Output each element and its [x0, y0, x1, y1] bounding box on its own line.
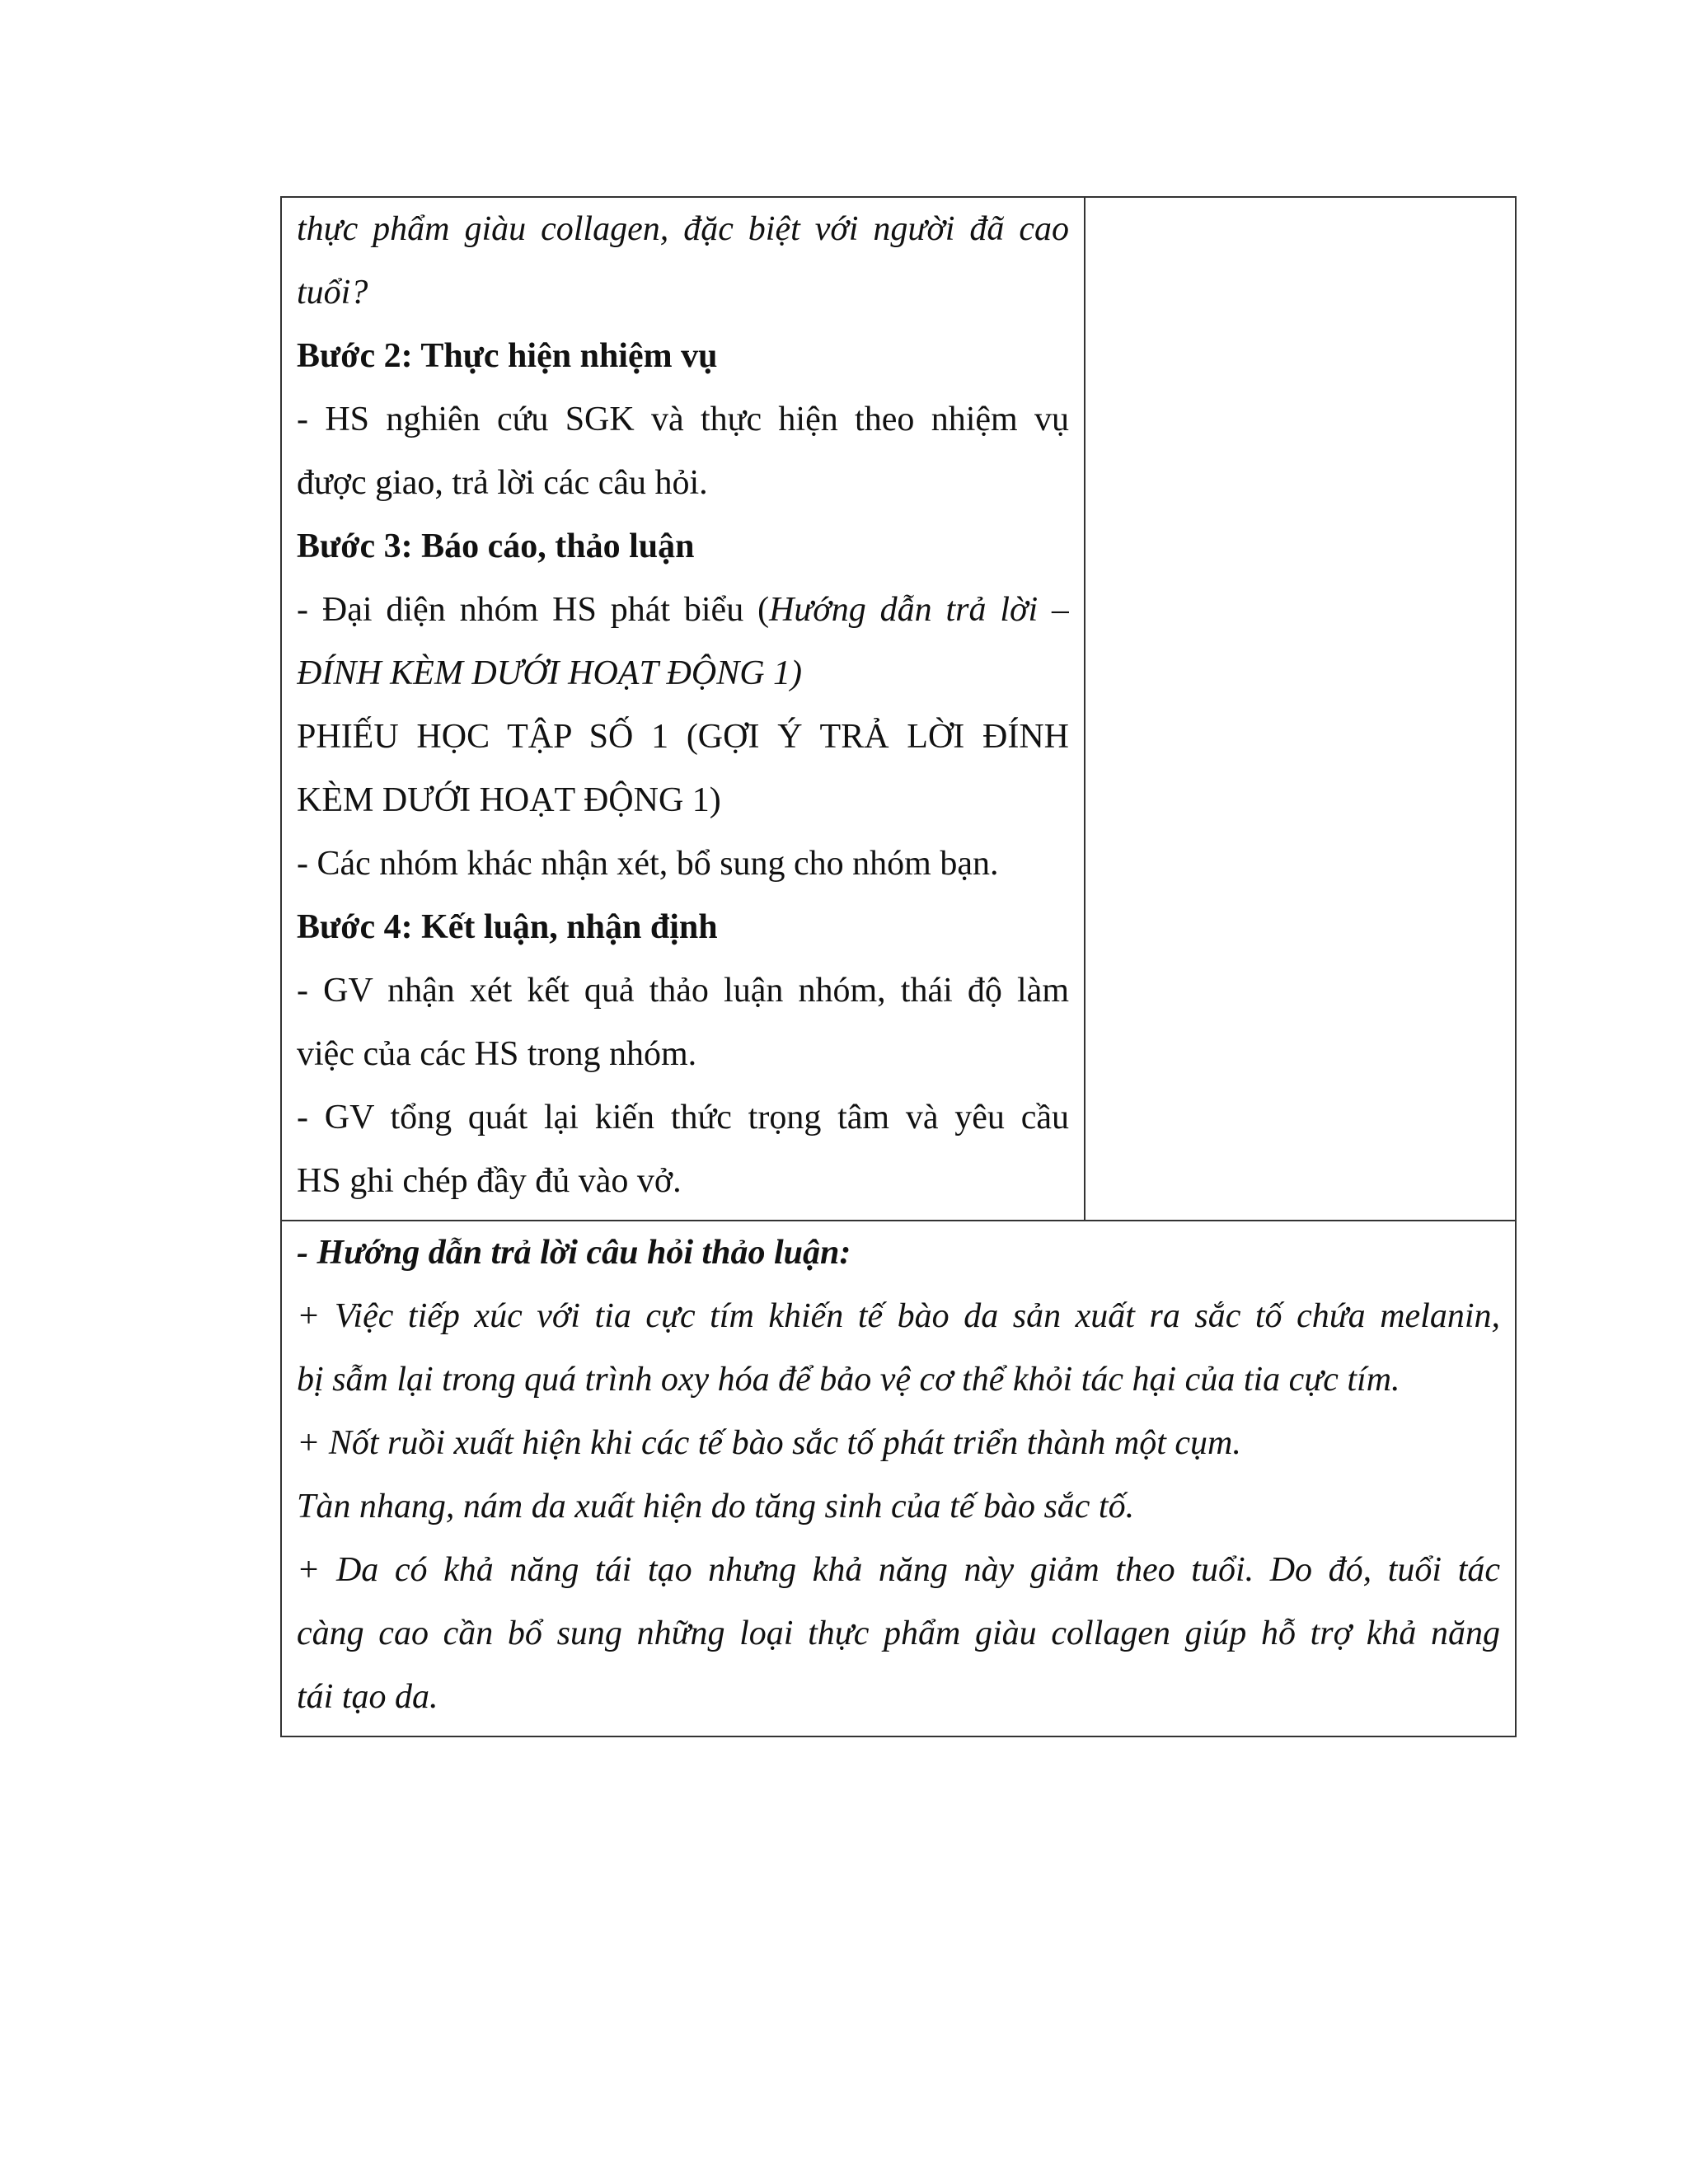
step-4-text: việc của các HS trong nhóm. — [297, 1035, 697, 1073]
answer-guide-cell — [282, 1221, 1515, 1736]
step-3-text: PHIẾU HỌC TẬP SỐ 1 (GỢI Ý TRẢ LỜI ĐÍNH — [297, 718, 1069, 756]
step-3-text: ĐÍNH KÈM DƯỚI HOẠT ĐỘNG 1) — [297, 654, 803, 692]
answer-guide-line: bị sẫm lại trong quá trình oxy hóa để bảo vệ cơ thể khỏi tác hại của tia cực tím. — [297, 1361, 1400, 1399]
question-continuation-line: tuổi? — [297, 274, 368, 312]
step-3-heading: Bước 3: Báo cáo, thảo luận — [297, 527, 695, 565]
answer-guide-line: càng cao cần bổ sung những loại thực phẩm giàu collagen giúp hỗ trợ khả năng — [297, 1615, 1500, 1652]
step-4-text: - GV nhận xét kết quả thảo luận nhóm, thái độ làm — [297, 972, 1069, 1010]
question-continuation-line: thực phẩm giàu collagen, đặc biệt với người đã cao — [297, 210, 1069, 248]
step-3-text: - Các nhóm khác nhận xét, bổ sung cho nhóm bạn. — [297, 845, 999, 883]
step-3-text — [297, 579, 1069, 642]
step-4-heading: Bước 4: Kết luận, nhận định — [297, 908, 718, 946]
step-2-text: được giao, trả lời các câu hỏi. — [297, 464, 708, 502]
lesson-table — [280, 196, 1517, 1737]
step-4-text: HS ghi chép đầy đủ vào vở. — [297, 1162, 682, 1200]
step-3-text-italic: Hướng dẫn trả lời – — [769, 591, 1069, 629]
answer-guide-line: + Việc tiếp xúc với tia cực tím khiến tế bào da sản xuất ra sắc tố chứa melanin, — [297, 1297, 1500, 1335]
answer-guide-line: Tàn nhang, nám da xuất hiện do tăng sinh của tế bào sắc tố. — [297, 1488, 1135, 1526]
answer-guide-line: + Da có khả năng tái tạo nhưng khả năng này giảm theo tuổi. Do đó, tuổi tác — [297, 1551, 1500, 1589]
step-3-text-normal: - Đại diện nhóm HS phát biểu ( — [297, 591, 770, 629]
table-row — [282, 198, 1515, 1221]
empty-right-cell — [1085, 198, 1515, 1220]
step-4-text: - GV tổng quát lại kiến thức trọng tâm và yêu cầu — [297, 1099, 1069, 1137]
step-2-text: - HS nghiên cứu SGK và thực hiện theo nhiệm vụ — [297, 401, 1069, 438]
answer-guide-line: + Nốt ruồi xuất hiện khi các tế bào sắc tố phát triển thành một cụm. — [297, 1424, 1241, 1462]
answer-guide-heading: - Hướng dẫn trả lời câu hỏi thảo luận: — [297, 1234, 851, 1272]
activity-steps-cell — [282, 198, 1085, 1220]
answer-guide-line: tái tạo da. — [297, 1678, 438, 1716]
step-3-text: KÈM DƯỚI HOẠT ĐỘNG 1) — [297, 781, 721, 819]
step-2-heading: Bước 2: Thực hiện nhiệm vụ — [297, 337, 718, 375]
